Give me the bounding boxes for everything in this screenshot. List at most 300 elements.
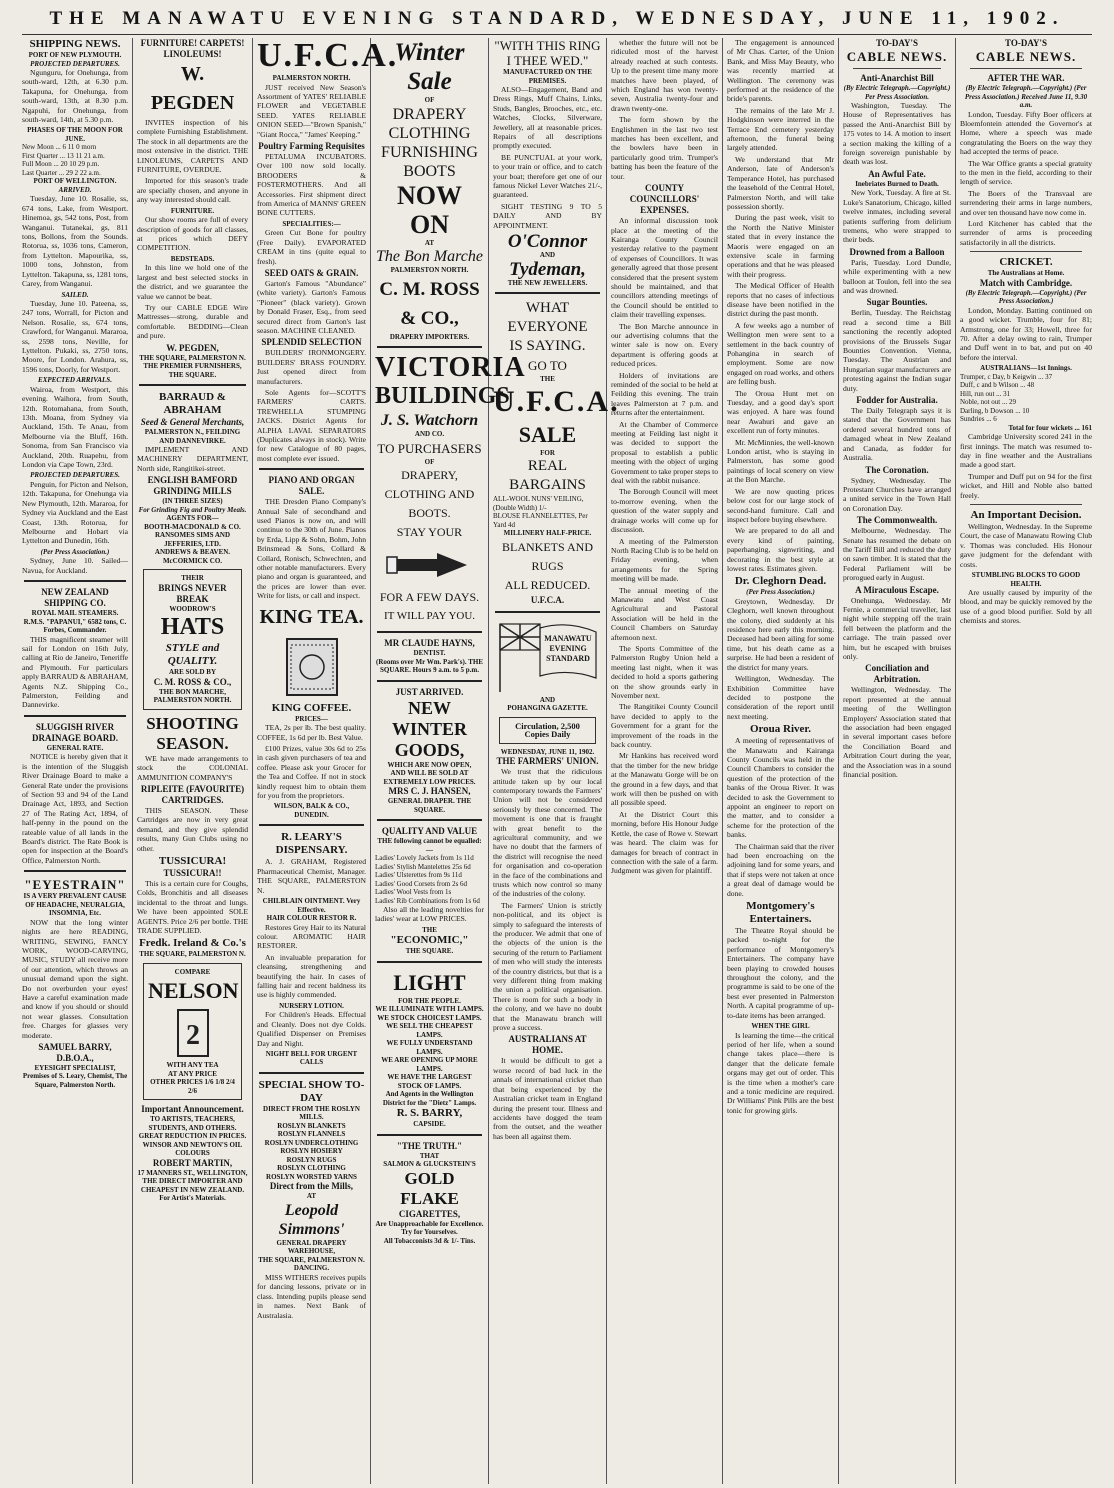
tide-row: First Quarter ... 13 11 21 a.m.	[22, 151, 105, 160]
article-text: An informal discussion took place at the meeting of the Kairanga County Council yesterday relative to the payment of expenses of Councillors. It was generally agreed that those present considered that the present system should be maintained, and that councillors attending meetings of the Council should be entitled to claim their travelling expenses.	[611, 216, 718, 320]
ad-sub: Are Unapproachable for Excellence. Try for Yourselves.	[375, 1219, 484, 1237]
article-text: Are usually caused by impurity of the blood, and may be quickly removed by the use of a good blood purifier. Sold by all chemists and stores.	[960, 588, 1092, 626]
column-editorial	[493, 38, 620, 1484]
ad-sub: All Tobacconists 3d & 1/- Tins.	[383, 1236, 476, 1245]
ad-sub: CHILBLAIN OINTMENT. Very Effective.	[262, 897, 361, 914]
ad-text: £100 Prizes, value 30s 6d to 25s in cash given purchasers of tea and coffee. Please ask your Grocer for the Tea and Coffee. If not in stock kindly request him to obtain them for you from the proprietors.	[257, 744, 366, 801]
ad-headline: W. PEGDEN	[150, 63, 235, 114]
ad-sub: The Bon Marche	[376, 248, 483, 265]
article-text: London, Monday. Batting continued on a good wicket. Trumble, four for 81; Armstrong, one for 33; Howell, three for 70. After a delay owing to rain, Trumper and Duff went in to bat, and put on 40 before the interval.	[960, 305, 1092, 362]
ad-sub: AND WILL BE SOLD AT EXTREMELY LOW PRICES.	[383, 769, 476, 786]
ad-title: "ECONOMIC,"	[390, 934, 469, 947]
column-separator	[370, 38, 371, 1484]
column-cable-news-9	[960, 38, 1092, 1484]
ad-headline: NOW ON	[397, 180, 462, 239]
ad-headline: Winter Sale	[394, 39, 465, 95]
ad-sub: PALMERSTON NORTH.	[390, 266, 469, 274]
ad-title: RIPLEITE (FAVOURITE) CARTRIDGES.	[140, 783, 245, 805]
score-row: Trumper, c Day, b Keigwin ... 37	[960, 372, 1053, 381]
ad-title: FURNITURE! CARPETS! LINOLEUMS!	[140, 38, 245, 59]
divider	[377, 631, 482, 633]
ad-headline: GOLD FLAKE	[400, 1168, 459, 1208]
article-heading: An Awful Fate.	[868, 168, 926, 179]
article-text: The Sports Committee of the Palmerston Rugby Union held a meeting last night, when it was decided to hold a sports gathering on the show grounds early in November next.	[611, 643, 718, 700]
divider	[24, 715, 126, 717]
ad-headline: VICTORIA	[375, 352, 526, 383]
list-item: ROSLYN HOSIERY	[280, 1147, 343, 1156]
ad-sub: WHICH ARE NOW OPEN,	[387, 760, 472, 769]
ad-text: Our show rooms are full of every description of goods for all classes, at prices which DEFY COMPETITION.	[137, 215, 248, 253]
ad-sub: WITH ANY TEA	[166, 1061, 219, 1070]
ad-sub: STYLE and QUALITY.	[165, 642, 220, 668]
ad-sub: THEIR	[181, 574, 204, 583]
ad-text: BUILDERS' IRONMONGERY. BUILDERS' BRASS FOUNDRY. Just opened direct from manufacturers.	[257, 348, 366, 386]
ad-sub: Direct from the Mills,	[269, 1181, 354, 1192]
ad-title: Important Announcement.	[141, 1104, 244, 1115]
list-item: ROSLYN FLANNELS	[277, 1130, 346, 1139]
ad-sub: FOR THE PEOPLE.	[398, 996, 461, 1005]
ad-sub: THE	[540, 375, 555, 384]
ad-title: CIGARETTES,	[398, 1208, 461, 1219]
ad-headline: IS SAYING.	[509, 338, 586, 355]
ad-headline: SHOOTING SEASON.	[146, 713, 239, 753]
ad-sub: COMPARE	[174, 967, 211, 976]
divider	[139, 384, 246, 386]
score-total: Total for four wickets ... 161	[1008, 423, 1092, 432]
ad-title: R. LEARY'S DISPENSARY.	[275, 831, 348, 857]
divider	[259, 1072, 364, 1074]
ad-headline: LIGHT	[393, 969, 466, 995]
ad-signature-sub: THE PREMIER FURNISHERS, THE SQUARE.	[143, 362, 242, 379]
ad-sub: OTHER PRICES 1/6 1/8 2/4 2/6	[150, 1078, 235, 1095]
article-heading: The Coronation.	[865, 464, 929, 475]
list-item: Ladies' Lovely Jackets from 1s 11d	[375, 854, 474, 862]
ad-text: ALSO—Engagement, Band and Dress Rings, Muff Chains, Links, Studs, Bangles, Brooches, etc., etc. Watches, Clocks, Silverware, Jewellery, all at reasonable prices. Repairs of all descriptions promptly executed.	[493, 85, 602, 151]
ad-sub: NIGHT BELL FOR URGENT CALLS	[265, 1049, 358, 1067]
ad-sub: THE SQUARE, PALMERSTON N.	[139, 950, 246, 959]
ad-signature-sub: EYESIGHT SPECIALIST, Premises of S. Leary, Chemist, The Square, Palmerston North.	[22, 1063, 128, 1089]
section-head: EXPECTED ARRIVALS.	[38, 376, 112, 385]
press-line: (By Electric Telegraph.—Copyright.) (Per Press Association.) Received June 11, 9.30 a.m.	[964, 84, 1088, 109]
ad-text: IMPLEMENT AND MACHINERY DEPARTMENT, North side, Rangitikei-street.	[137, 445, 248, 473]
ad-signature: MRS C. J. HANSEN,	[388, 786, 471, 796]
list-item: ROSLYN UNDERCLOTHING	[264, 1138, 359, 1147]
ad-sub: DANCING.	[293, 1264, 330, 1273]
circulation-box: Circulation, 2,500 Copies Daily	[499, 717, 596, 744]
ad-sub: ARE SOLD BY	[168, 668, 217, 677]
ad-text: PETALUMA INCUBATORS. Over 100 now sold locally. BROODERS & FOSTERMOTHERS. And all Accessories. First shipment direct from America of MANNS' GREEN BONE CUTTERS.	[257, 151, 366, 218]
ad-headline: O'Connor	[507, 231, 588, 253]
ad-title: TUSSICURA!	[158, 855, 227, 867]
ad-text: NOTICE is hereby given that it is the intention of the Sluggish River Drainage Board to make a General Rate under the provisions of Section 93 and 94 of the Land Drainage Act, 1893, and Section 27 of The Rating Act, 1894, of half-penny in the pound on the rateable value of all lands in the Board's district. The Rate Book is open for inspection at the Board's Office, Palmerston North.	[22, 752, 128, 865]
ad-title: "EYESTRAIN"	[24, 877, 126, 893]
ad-text: Imported for this season's trade are specially chosen, and anyone in any way interested should call.	[137, 176, 248, 205]
ad-text: An invaluable preparation for cleansing, strengthening and beautifying the hair. In cases of falling hair and recent baldness its use is highly commended.	[257, 952, 366, 1000]
ad-signature: SAMUEL BARRY, D.B.O.A.,	[38, 1041, 112, 1063]
ad-headline: SALE	[518, 421, 577, 447]
article-text: The Boers of the Transvaal are surrendering their arms in large numbers, and over ten thousand have now come in.	[960, 188, 1092, 217]
ad-title: JUST ARRIVED.	[395, 686, 464, 697]
section-head: ARRIVED.	[58, 185, 92, 194]
article-text: The Rangitikei County Council have decided to apply to the Government for a grant for the improvement of the roads in the back country.	[611, 702, 718, 750]
ad-signature-sub: 17 MANNERS ST., WELLINGTON,	[137, 1168, 248, 1177]
shipping-sub-b: PROJECTED DEPARTURES.	[30, 59, 120, 68]
ad-sub: SPECIALITIES:—	[282, 219, 341, 228]
date-line: WEDNESDAY, JUNE 11, 1902.	[500, 747, 595, 756]
article-text: The form shown by the Englishmen in the last two test matches has been excellent, and the bowlers have been in particularly good trim. Trumper's batting has been the feature of the tour.	[611, 115, 718, 181]
list-item: Ladies' Good Corsets from 2s 6d	[375, 879, 468, 888]
column-ads-3	[257, 37, 399, 1484]
divider	[24, 580, 126, 582]
press-line: (By Electric Telegraph.—Copyright.) (Per Press Association.)	[965, 288, 1087, 306]
section-head: SAILED.	[61, 290, 89, 299]
ad-title: BARRAUD & ABRAHAM	[159, 391, 226, 417]
ad-sub: SALMON & GLUCKSTEIN'S	[383, 1160, 476, 1169]
ad-sub: AND	[539, 695, 556, 704]
article-heading: AFTER THE WAR.	[987, 73, 1065, 83]
article-text: A meeting of the Palmerston North Racing Club is to be held on Friday evening, when arrangements for the Spring meeting will be made.	[611, 536, 718, 584]
article-text: Holders of invitations are reminded of the social to be held at Feilding this evening. The train leaves Palmerston at 7 p.m. and returns after the entertainment.	[611, 370, 718, 418]
column-separator	[488, 38, 489, 1484]
ad-headline: NELSON	[148, 978, 239, 1004]
ad-signature-sub: GENERAL DRAPER. THE SQUARE.	[387, 797, 472, 814]
ad-headline: HATS	[160, 614, 225, 641]
list-item: WE ILLUMINATE WITH LAMPS.	[375, 1005, 484, 1014]
ad-sub: BEDSTEADS.	[170, 254, 215, 263]
article-text: The War Office grants a special gratuity to the men in the field, according to their length of service.	[960, 158, 1092, 187]
article-text: At the District Court this morning, before His Honour Judge Kettle, the case of Rowe v. Stewart was heard. The claim was for damages for breach of contract in connection with the sale of a farm. Judgment was given for plaintiff.	[611, 809, 718, 876]
ad-headline: U.F.C.A.	[493, 384, 620, 418]
divider	[24, 870, 126, 872]
ad-text: Restores Grey Hair to its Natural colour. AROMATIC HAIR RESTORER.	[257, 922, 366, 951]
divider	[853, 68, 941, 69]
ad-sub: (Rooms over Mr Wm. Park's). THE SQUARE. Hours 9 a.m. to 5 p.m.	[375, 657, 483, 674]
ad-sub: BOOTS	[403, 162, 456, 180]
ad-title: PIANO AND ORGAN SALE.	[268, 475, 355, 497]
article-heading: AUSTRALIANS AT HOME.	[508, 1034, 587, 1056]
ad-sub: AT ANY PRICE	[168, 1069, 217, 1078]
ad-signature: ROBERT MARTIN,	[152, 1157, 233, 1168]
shipping-title: SHIPPING NEWS.	[29, 38, 121, 50]
article-subheading: The Australians at Home.	[987, 269, 1065, 278]
article-text: Tuesday, June 10. Rosalie, ss, 674 tons, Lake, from Westport. Hinemoa, gs, 542 tons, Post, from Wanganui. Tutanekai, gs, 811 tons, Bollons, from the Sounds. Rotorua, ss, 1036 tons, Cameron, from Lyttelton. Mapourika, ss, 1000 tons, Johnston, from Lyttelton. Takapuna, ss, 1281 tons, Carey, from Wanganui.	[22, 194, 128, 289]
ad-text: Sole Agents for—SCOTT'S FARMERS' CARTS. TREWHELLA STUMPING JACKS. District Agents for ALPHA LAVAL SEPARATORS (Duplicates always in stock). Write for new Catalogue of 80 pages, most complete ever issued.	[257, 387, 366, 463]
ad-sub: POHANGINA GAZETTE.	[507, 704, 588, 713]
list-item: ROSLYN BLANKETS	[277, 1121, 346, 1130]
ad-headline: Tydeman,	[509, 258, 586, 280]
ad-headline: WHAT EVERYONE	[507, 300, 588, 336]
column-ads-2	[137, 38, 248, 1484]
ad-sub: FURNITURE.	[170, 206, 215, 215]
ad-headline: U.F.C.A.	[257, 37, 399, 74]
list-item: ROSLYN RUGS	[286, 1155, 337, 1164]
article-text: We are prepared to do all and every kind of painting, paperhanging, signwriting, and decorating in the best style at lowest rates. Estimates given.	[727, 526, 834, 573]
column-shipping	[22, 38, 128, 1484]
article-heading: COUNTY COUNCILLORS' EXPENSES.	[629, 183, 700, 216]
tea-canister-icon	[277, 635, 347, 699]
ad-signature-sub: THE DIRECT IMPORTER AND CHEAPEST IN NEW ZEALAND. For Artist's Materials.	[140, 1177, 245, 1203]
score-row: Duff, c and b Wilson ... 48	[960, 381, 1035, 390]
column-separator	[252, 38, 253, 1484]
column-news-6	[611, 38, 718, 1484]
article-text: The remains of the late Mr J. Hodgkinson were interred in the Terrace End cemetery yesterday afternoon, the funeral being largely attended.	[727, 105, 834, 153]
masthead: THE MANAWATU EVENING STANDARD, WEDNESDAY, JUNE 11, 1902.	[49, 8, 1065, 29]
ad-sub: FURNISHING	[381, 143, 478, 161]
divider	[377, 346, 482, 348]
ad-title: NEW ZEALAND SHIPPING CO.	[41, 587, 109, 609]
article-text: We understand that Mr Anderson, late of Anderson's Temperance Hotel, has purchased the leasehold of the Central Hotel, Palmerston North, and will take possession shortly.	[727, 154, 834, 211]
ad-title: QUALITY AND VALUE	[381, 826, 478, 836]
ad-headline: Simmons'	[278, 1220, 345, 1238]
ad-sub: TO PURCHASERS	[377, 440, 482, 456]
ad-text: Garton's Famous "Abundance" (white variety). Garton's Famous "Pioneer" (black variety). Grown by Donald Fraser, Esq., from seed secured direct from Garton's last season. MACHINE CLEANED.	[257, 278, 366, 335]
article-text: The Borough Council will meet to-morrow evening, when the question of the water supply and drainage works will come up for discussion.	[611, 487, 718, 535]
ad-sub: (IN THREE SIZES)	[162, 497, 223, 506]
ad-title: SEED OATS & GRAIN.	[264, 267, 359, 278]
score-row: Hill, run out ... 31	[960, 389, 1011, 398]
section-head: PROJECTED DEPARTURES.	[30, 471, 120, 480]
ad-signature: WILSON, BALK & CO., DUNEDIN.	[273, 802, 350, 819]
article-subheading: Inebriates Burned to Death.	[855, 179, 939, 188]
list-item: ROSLYN WORSTED YARNS	[266, 1172, 357, 1181]
hats-ad	[143, 569, 242, 710]
article-text: New York, Tuesday. A fire at St. Luke's Sanatorium, Chicago, killed twelve inmates, including several patients suffering from delirium tremens, who were strapped to their beds.	[843, 188, 951, 245]
ad-text: Green Cut Bone for poultry (Free Daily). EVAPORATED CREAM in tins (quite equal to fresh).	[257, 228, 366, 266]
ad-text: THIS SEASON. These Cartridges are now in very great demand, and they give splendid results, many Gun Clubs using no other.	[137, 805, 248, 853]
article-text: Wairoa, from Westport, this evening. Waihora, from South, 12th. Rotomahana, from South, 13th. Moana, from Sydney via Auckland, 15th. Te Anau, from Melbourne via the Bluff, 16th. Sonoma, from San Francisco via Auckland, 20th. Ruapehu, from London via Cape Town, 23rd.	[22, 384, 128, 469]
article-text: At the Chamber of Commerce meeting at Feilding last night it was decided to support the proposal to establish a public meeting with the object of urging Government to take proper steps to deal with the rabbit nuisance.	[611, 419, 718, 486]
ad-sub: AND	[539, 251, 556, 260]
article-text: Ngunguru, for Onehunga, from south-ward, 12th, at 6.30 p.m. Takapuna, for Onehunga, from south-ward, 13th, at 8.30 p.m. Ngapuhi, for Onehunga, from south-ward, 14th, at 5.30 p.m.	[22, 68, 128, 125]
article-text: Is learning the time—the critical period of her life, when a sound change takes place—there is danger that the delicate female organs may get out of order. This is the time when a mother's care and a tonic medicine are required. Dr Williams' Pink Pills are the best tonic for growing girls.	[727, 1030, 834, 1115]
ad-title: SLUGGISH RIVER DRAINAGE BOARD.	[31, 721, 118, 743]
list-item: ROSLYN CLOTHING	[277, 1164, 346, 1173]
ad-sub: AT	[424, 238, 435, 247]
ad-sub: THE	[422, 925, 437, 934]
tide-row: New Moon ... 6 11 0 morn	[22, 143, 97, 152]
divider	[377, 1134, 482, 1136]
press-line: (Per Press Association.)	[40, 547, 110, 556]
column-ads-4	[375, 38, 526, 1484]
column-separator	[606, 38, 607, 1484]
press-line: (Per Press Association.)	[746, 588, 815, 597]
ad-text: MISS WITHERS receives pupils for dancing lessons, private or in class. Intending pupils please send in names. Next Bank of Australasia.	[257, 1272, 366, 1320]
article-text: Penguin, for Picton and Nelson, 12th. Takapuna, for Onehunga via New Plymouth, 12th. Mararoa, for Sydney via Auckland and the East Coast, 13th. Rotorua, for Melbourne and Hobart via Lyttelton and Dunedin, 16th.	[22, 479, 128, 546]
divider	[970, 504, 1082, 505]
ad-sub: PALMERSTON N., FEILDING AND DANNEVIRKE.	[144, 428, 241, 445]
score-row: Noble, not out ... 29	[960, 398, 1016, 407]
agent-name: RANSOMES SIMS AND JEFFERIES, LTD.	[154, 531, 231, 548]
article-text: Cambridge University scored 241 in the first innings. The match was resumed to-day in fine weather and the Australians made a good start.	[960, 432, 1092, 470]
ad-sub: For Grinding Fig and Poultry Meals.	[138, 505, 247, 514]
article-text: Greytown, Wednesday. Dr Cleghorn, well known throughout the colony, died suddenly at his residence here early this morning. Deceased had been ailing for some time, but his death came as a surprise. He had been a resident of the district for many years.	[727, 596, 834, 672]
article-text: The Oroua Hunt met on Tuesday, and a good day's sport was enjoyed. A hare was found near Awahuri and gave an excellent run of forty minutes.	[727, 388, 834, 436]
article-text: Washington, Tuesday. The House of Representatives has passed the Anti-Anarchist Bill by 175 votes to 14. A motion to insert a section making the killing of a foreign sovereign punishable by death was lost.	[843, 101, 951, 167]
ad-signature-sub: THE SQUARE, PALMERSTON N.	[139, 353, 246, 362]
ad-signature: U.F.C.A.	[530, 594, 565, 605]
ad-sub: NURSERY LOTION.	[279, 1001, 344, 1010]
divider	[970, 68, 1082, 69]
ad-title: MR CLAUDE HAYNS,	[384, 638, 475, 648]
ad-signature: W. PEGDEN,	[166, 342, 219, 353]
ad-sub: GO TO	[528, 358, 567, 374]
ad-sub: FOR A FEW DAYS.	[379, 590, 480, 604]
section-title: CABLE NEWS.	[846, 49, 948, 64]
divider	[495, 292, 600, 294]
article-text: A few weeks ago a number of Wellington men were sent to a settlement in the back country of Pohangina in search of employment. Some are now engaged on road works, and others are felling bush.	[727, 320, 834, 387]
ad-sub: STAY YOUR	[396, 525, 463, 539]
article-text: The Chairman said that the river had been encroaching on the adjoining land for some years, and that if steps were not taken at once a great deal of damage would be done.	[727, 841, 834, 898]
article-text: Onehunga, Wednesday. Mr Fernie, a commercial traveller, last night while stepping off the train fell between the platform and the carriage. The train passed over him, but he escaped with bruises only.	[843, 595, 951, 661]
section-title: CABLE NEWS.	[975, 49, 1077, 64]
divider	[495, 611, 600, 613]
list-item: Ladies' Rib Combinations from 1s 6d	[375, 896, 480, 905]
article-text: Lord Kitchener has cabled that the surrender of arms is proceeding satisfactorily in all the districts.	[960, 218, 1092, 247]
article-text: Mr Hankins has received word that the timber for the new bridge at the Manawatu Gorge will be on the ground in a few days, and that work will then be pushed on with all possible speed.	[611, 751, 718, 808]
article-heading: Sugar Bounties.	[866, 297, 928, 308]
article-text: The annual meeting of the Manawatu and West Coast Agricultural and Pastoral Association will be held in the Council Chambers on Saturday afternoon next.	[611, 585, 718, 642]
column-news-7	[727, 38, 834, 1484]
list-item: Ladies' Ulsterettes from 9s 11d	[375, 871, 462, 879]
article-text: whether the future will not be ridiculed most of the harvest already reached at such contests. Up to the present time many more matches have been played, of which England has won twenty-seven, Australia twenty-four and drawn twenty-one.	[611, 38, 718, 113]
pointing-hand-icon	[385, 545, 475, 585]
ad-sub: AT	[306, 1192, 317, 1201]
article-text: The engagement is announced of Mr Chas. Carter, of the Union Bank, and Miss May Beauty, who was recently married at Wellington. The ceremony was performed at the residence of the bride's parents.	[727, 38, 834, 104]
list-item: Ladies' Stylish Mantelettes 25s 6d	[375, 862, 471, 871]
svg-text:2: 2	[185, 1020, 200, 1052]
ad-sub: GENERAL RATE.	[46, 743, 104, 752]
ad-title: KING COFFEE.	[271, 701, 352, 714]
ad-sub: IT WILL PAY YOU.	[383, 610, 476, 622]
divider	[377, 961, 482, 963]
ad-sub: DRAPERY, CLOTHING AND BOOTS.	[384, 468, 475, 520]
article-text: Sydney, Wednesday. The Protestant Churches have arranged a united service in the Town Hall on Coronation Day.	[843, 475, 951, 513]
ad-sub: PALMERSTON NORTH.	[272, 74, 351, 82]
article-text: Tuesday, June 10. Pateena, ss, 247 tons, Worrall, for Picton and Nelson. Rosalie, ss, 674 tons, Crawford, for Wanganui. Mararoa, ss, 2598 tons, Neville, for Lyttelton. Pukaki, ss, 2750 tons, Moore, for London. Arahura, ss, 1596 tons, Doorly, for Westport.	[22, 299, 128, 374]
article-text: Trumper and Duff put on 94 for the first wicket, and Hill and Noble also batted freely.	[960, 471, 1092, 500]
article-heading: The Commonwealth.	[856, 515, 938, 526]
column-separator	[838, 38, 839, 1484]
ad-title: Poultry Farming Requisites	[258, 140, 365, 151]
ad-text: For Children's Heads. Effectual and Cleanly. Does not dye Colds. Qualified Dispenser on Premises Day and Night.	[257, 1010, 366, 1048]
ad-signature-sub: CAPSIDE.	[413, 1120, 446, 1129]
ad-text: A. J. GRAHAM, Registered Pharmaceutical Chemist, Manager. THE SQUARE, PALMERSTON N.	[257, 857, 366, 895]
divider	[377, 819, 482, 821]
agent-name: BOOTH-MACDONALD & CO.	[144, 522, 241, 531]
ad-sub: CLOTHING	[388, 124, 471, 142]
article-heading: Oroua River.	[749, 723, 812, 736]
article-text: Paris, Tuesday. Lord Dundle, while experimenting with a new balloon at Toulon, fell into the sea and was drowned.	[843, 257, 951, 295]
section-title: TO-DAY'S	[1004, 38, 1048, 48]
ad-sub: GREAT REDUCTION IN PRICES.	[138, 1132, 247, 1141]
article-text: London, Tuesday. Fifty Boer officers at Bloemfontein attended the Governor's at Home, where a speech was made congratulating the Boers on the way they had accepted the terms of peace.	[960, 109, 1092, 157]
banner-title: MANAWATU EVENING STANDARD	[544, 633, 592, 663]
article-text: Mr. McMinnies, the well-known London artist, who is staying in Palmerston, has some good paintings of local scenery on view at the Bon Marche.	[727, 437, 834, 485]
ad-text: Also all the leading novelties for ladies' wear at LOW PRICES.	[375, 905, 484, 924]
ad-title: SPECIAL SHOW TO-DAY	[258, 1078, 365, 1104]
list-item: WE HAVE THE LARGEST STOCK OF LAMPS.	[387, 1073, 472, 1090]
ad-title: "THE TRUTH."	[396, 1140, 463, 1151]
tide-head: PHASES OF THE MOON FOR JUNE.	[27, 126, 123, 143]
article-heading: Anti-Anarchist Bill	[860, 73, 934, 83]
ad-text: TEA, 2s per lb. The best quality. COFFEE, 1s 6d per lb. Best Value.	[257, 723, 366, 742]
article-text: Wellington, Wednesday. The report presented at the annual meeting of the Wellington Employers' Association stated that the association had been engaged in several important cases before the Conciliation Board and Arbitration Court during the year, and the Association was in a sound financial position.	[843, 685, 951, 780]
ad-sub: GENERAL DRAPERY WAREHOUSE,	[276, 1238, 347, 1256]
ad-headline: REAL BARGAINS	[509, 458, 586, 494]
article-text: We are now quoting prices below cost for our large stock of second-hand furniture. Call and inspect before buying elsewhere.	[727, 486, 834, 524]
list-item: WE ARE OPENING UP MORE LAMPS.	[381, 1056, 478, 1073]
ad-sub: PRICES—	[295, 714, 328, 723]
ad-sub: MANUFACTURED ON THE PREMISES.	[503, 68, 592, 85]
ad-title: Fredk. Ireland & Co.'s	[139, 937, 246, 950]
agent-name: McCORMICK CO.	[162, 556, 223, 565]
divider	[259, 468, 364, 470]
ad-text: THIS magnificent steamer will sail for London on 16th July, calling at Rio de Janeiro, Teneriffe and Plymouth. For particulars apply BARRAUD & ABRAHAM, Agents N.Z. Shipping Co., Palmerston, Feilding and Dannevirke.	[22, 634, 128, 710]
ad-headline: KING TEA.	[259, 605, 364, 628]
ad-sub: DRAPERY IMPORTERS.	[389, 332, 470, 341]
ad-sub: C. M. ROSS & CO.,	[153, 676, 232, 687]
ad-text: NOW that the long winter nights are here READING, WRITING, SEWING, FANCY WORK, WOOD-CARVING, MUSIC, STUDY all receive more of our attention, which throws an unusual demand upon the sight. Do not overburden your eyes! Have a careful examination made and know if you should or should not wear glasses. Consultation free. Charges for glasses very moderate.	[22, 917, 128, 1040]
list-item: WE FULLY UNDERSTAND LAMPS.	[386, 1039, 473, 1056]
article-text: The Medical Officer of Health reports that no cases of infectious disease have been notified in the district during the past month.	[727, 281, 834, 319]
ad-text: WE have made arrangements to stock the COLONIAL AMMUNITION COMPANY'S	[137, 753, 248, 782]
ad-headline: BUILDINGS	[375, 383, 510, 409]
ad-sub: THAT	[419, 1151, 440, 1160]
ad-sub: THE BON MARCHE, PALMERSTON NORTH.	[153, 687, 232, 705]
list-item: WE STOCK CHOICEST LAMPS.	[377, 1013, 482, 1022]
ad-sub: Seed & General Merchants,	[140, 417, 245, 428]
divider	[259, 824, 364, 826]
ad-sub: WOODROW'S	[169, 604, 216, 613]
article-subheading: Match with Cambridge.	[979, 277, 1073, 288]
article-text: The Bon Marche announce in our advertising columns that the winter sale is now on. Every department is offering goods at reduced prices.	[611, 321, 718, 369]
ad-sub: BLANKETS AND RUGS	[501, 539, 593, 573]
article-text: Sydney, June 10. Sailed—Navua, for Auckland.	[22, 556, 128, 575]
article-heading: A Miraculous Escape.	[855, 584, 939, 595]
ad-sub: BRINGS NEVER BREAK	[158, 582, 227, 604]
article-heading: CRICKET.	[999, 256, 1053, 269]
ad-text: THE Dresden Piano Company's Annual Sale of secondhand and used Pianos is now on, and will continue to the 30th of June. Pianos by Erda, Lipp & Sohn, Bohm, John Brinsmead & Sons, Collard & Collard, Ronisch, Schwechten, and other notable manufacturers. Every piano and organ is guaranteed, and the prices are lower than ever. Write for lists, or call and inspect.	[257, 497, 366, 601]
article-text: A meeting of representatives of the Manawatu and Kairanga County Councils was held in the Council Chambers to consider the question of the protection of the banks of the Oroua River. It was decided to ask the Government to appoint an engineer to report on the matter, and to consider a scheme for the protection of the banks.	[727, 736, 834, 840]
list-item: BLOUSE FLANNELETTES, Per Yard 4d	[493, 512, 588, 529]
ad-sub: THE following cannot be equalled:—	[377, 837, 482, 854]
column-separator	[132, 38, 133, 1484]
article-text: The Theatre Royal should be packed to-night for the performance of Montgomery's Entertainers. The company have been playing to crowded houses throughout the colony, and the programme is said to be one of the best ever presented in Palmerston North. A capital programme of up-to-date items has been arranged.	[727, 926, 834, 1020]
article-heading: An Important Decision.	[970, 508, 1082, 521]
article-heading: Dr. Cleghorn Dead.	[734, 575, 827, 588]
ad-sub: DRAPERY	[392, 105, 467, 123]
ad-ship: R.M.S. "PAPANUI," 6582 tons, C. Forbes, Commander.	[23, 617, 127, 635]
ad-sub: THE NEW JEWELLERS.	[507, 278, 588, 287]
ad-headline: "WITH THIS RING I THEE WED."	[494, 38, 601, 68]
ad-title: SPLENDID SELECTION	[261, 337, 362, 348]
article-text: Wellington, Wednesday. In the Supreme Court, the case of Manawatu Rowing Club v. Thomas was concluded. His Honour gave judgment for the defendant with costs.	[960, 521, 1092, 569]
article-heading: Drowned from a Balloon	[849, 246, 945, 257]
ad-text: Try our CABLE EDGE Wire Mattresses—strong, durable and comfortable. BEDDING—Clean and pure.	[137, 302, 248, 341]
column-separator	[955, 38, 956, 1484]
score-heading: AUSTRALIANS—1st Innings.	[980, 364, 1072, 373]
ad-text: INVITES inspection of his complete Furnishing Establishment. The stock in all departments are the most extensive in the district. THE LINOLEUMS, CARPETS AND FURNITURE, OVERDUE.	[137, 118, 248, 175]
ad-text: JUST received New Season's Assortment of YATES' RELIABLE FLOWER and VEGETABLE SEED. YATES RELIABLE ONION SEED—"Brown Spanish," "Giant Rocca," "James' Keeping."	[257, 82, 366, 139]
ad-sub: And Agents in the Wellington District for the "Dietz" Lamps.	[382, 1090, 477, 1107]
ad-headline: C. M. ROSS & CO.,	[379, 278, 480, 329]
ad-sub: WINSOR AND NEWTON'S OIL COLOURS	[142, 1140, 243, 1158]
article-heading: Conciliation and Arbitration.	[865, 663, 929, 685]
article-heading: WHEN THE GIRL	[751, 1022, 810, 1031]
ad-title: TUSSICURA!!	[163, 868, 222, 878]
ad-sub: OF	[424, 457, 435, 466]
ad-sub: IS A VERY PREVALENT CAUSE OF HEADACHE, NEURALGIA, INSOMNIA, Etc.	[23, 892, 127, 918]
